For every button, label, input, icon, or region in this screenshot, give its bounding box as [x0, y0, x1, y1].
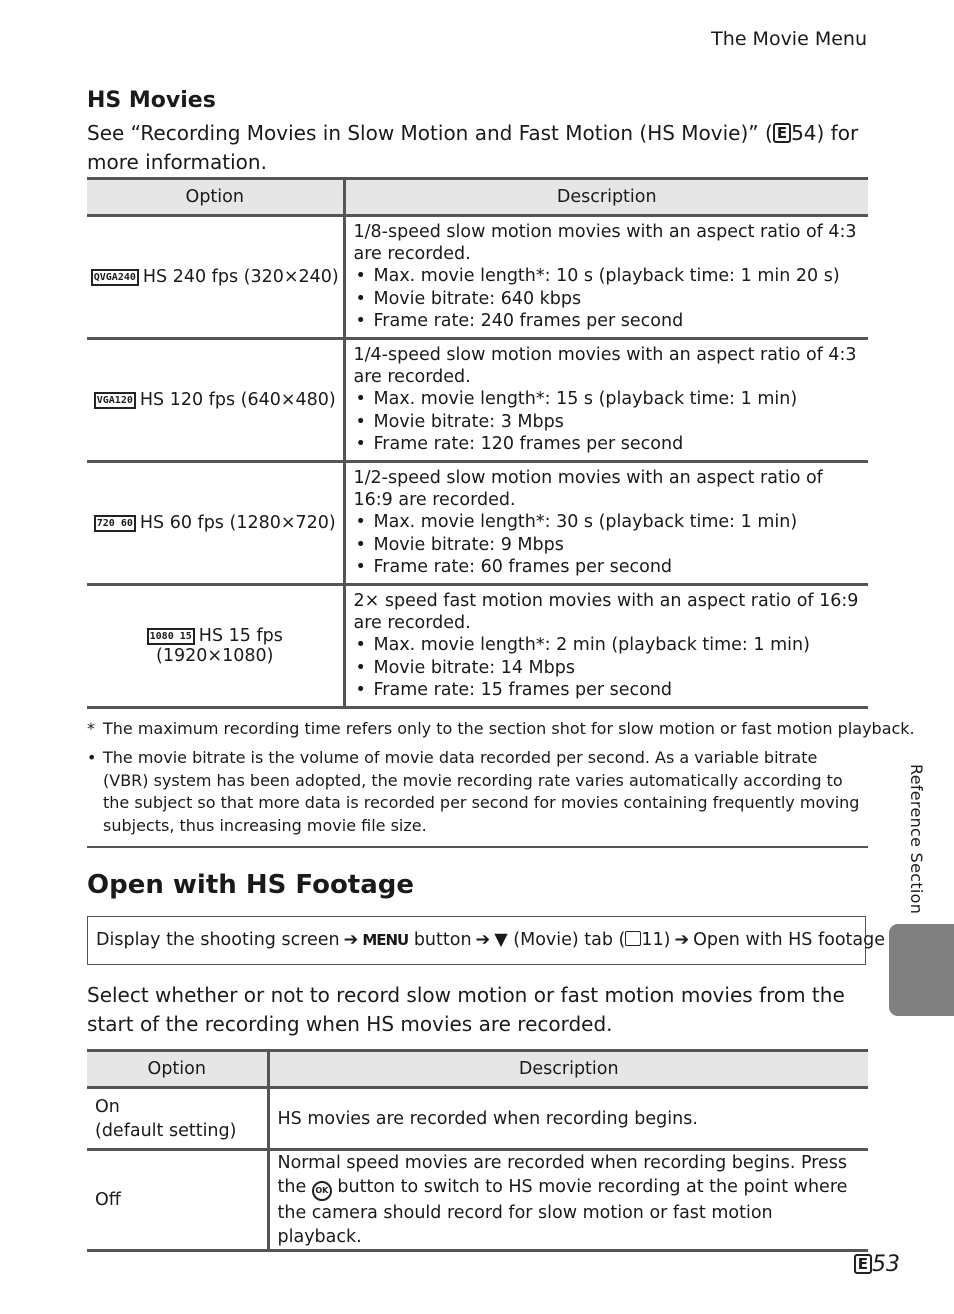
- arrow-icon: ➔: [674, 930, 690, 950]
- list-item: • Max. movie length*: 10 s (playback time: 1 min 20 s): [354, 265, 861, 288]
- table-row: [87, 339, 868, 462]
- nav-step-open-hs: Open with HS footage: [693, 930, 885, 950]
- page-number-value: 53: [872, 1252, 900, 1277]
- description-lead: 2× speed fast motion movies with an aspect ratio of 16:9 are recorded.: [353, 591, 859, 634]
- list-item: • Movie bitrate: 14 Mbps: [354, 657, 861, 680]
- option-label: HS 120 fps (640×480): [139, 390, 336, 410]
- table-row: [87, 462, 868, 585]
- description-lead: 1/8-speed slow motion movies with an aspect ratio of 4:3 are recorded.: [353, 222, 857, 265]
- description-cell: [344, 339, 868, 462]
- description-cell: [344, 462, 868, 585]
- description-lead: 1/4-speed slow motion movies with an aspect ratio of 4:3 are recorded.: [353, 345, 857, 388]
- hs-movies-table: [87, 177, 868, 709]
- description-text-before: Normal speed movies are recorded when recording begins. Press the: [277, 1153, 848, 1197]
- section-divider: [87, 846, 868, 848]
- table-row: [87, 585, 868, 708]
- description-lead: 1/2-speed slow motion movies with an aspect ratio of 16:9 are recorded.: [353, 468, 823, 511]
- option-cell: [87, 1150, 268, 1251]
- list-item: • Frame rate: 15 frames per second: [354, 679, 861, 702]
- menu-icon: MENU: [362, 931, 409, 949]
- description-cell: [344, 216, 868, 339]
- bullet-mark: •: [87, 748, 97, 767]
- intro-text-after: ) for more information.: [87, 121, 859, 174]
- list-item: • Max. movie length*: 2 min (playback time: 1 min): [354, 634, 861, 657]
- option-cell: [87, 1088, 268, 1150]
- intro-text-before: See “Recording Movies in Slow Motion and Fast Motion (HS Movie)” (: [87, 121, 773, 145]
- option-default-note: (default setting): [95, 1120, 237, 1141]
- reference-e-icon: E: [854, 1254, 872, 1274]
- option-cell: [87, 462, 344, 585]
- arrow-icon: ➔: [475, 930, 491, 950]
- open-hs-table: [87, 1049, 868, 1252]
- side-section-label: Reference Section: [907, 764, 926, 915]
- movie-camera-icon: ▼: [494, 930, 508, 950]
- footnote-text: The maximum recording time refers only to the section shot for slow motion or fast motion playback.: [103, 719, 915, 738]
- column-header-option: Option: [87, 179, 344, 216]
- option-label: HS 240 fps (320×240): [142, 267, 339, 287]
- column-header-description: Description: [268, 1051, 868, 1088]
- option-label: Off: [95, 1190, 121, 1210]
- option-cell: [87, 339, 344, 462]
- ok-button-icon: OK: [312, 1181, 332, 1201]
- nav-step-movie-tab: (Movie) tab (: [513, 930, 626, 950]
- bitrate-note-text: The movie bitrate is the volume of movie data recorded per second. As a variable bitrate (VBR) system has been adopted, the movie recording rate varies automatically according to the subject so that more data is recorded per second for movies containing frequently moving subjects, thus increasing movie file size.: [103, 748, 860, 835]
- table-row: [87, 1088, 868, 1150]
- hs-movies-intro: [87, 119, 867, 177]
- list-item: • Frame rate: 60 frames per second: [354, 556, 861, 579]
- book-reference-icon: [625, 931, 641, 946]
- option-label: HS 15 fps (1920×1080): [156, 626, 283, 666]
- list-item: • Max. movie length*: 15 s (playback time: 1 min): [354, 388, 861, 411]
- hs-movies-title: HS Movies: [87, 88, 216, 113]
- nav-ref-page: 11): [641, 930, 671, 950]
- nav-step-button: button: [413, 930, 472, 950]
- option-label: HS 60 fps (1280×720): [139, 513, 336, 533]
- option-cell: [87, 585, 344, 708]
- table-row: [87, 1150, 868, 1251]
- arrow-icon: ➔: [343, 930, 359, 950]
- list-item: • Movie bitrate: 3 Mbps: [354, 411, 861, 434]
- nav-step-shooting-screen: Display the shooting screen: [96, 930, 340, 950]
- list-item: • Movie bitrate: 9 Mbps: [354, 534, 861, 557]
- list-item: • Frame rate: 240 frames per second: [354, 310, 861, 333]
- column-header-description: Description: [344, 179, 868, 216]
- open-hs-title: Open with HS Footage: [87, 870, 415, 900]
- page-number: [854, 1252, 900, 1277]
- option-label: On: [95, 1096, 120, 1117]
- navigation-path: [87, 916, 885, 965]
- list-item: • Frame rate: 120 frames per second: [354, 433, 861, 456]
- table-row: [87, 216, 868, 339]
- option-cell: [87, 216, 344, 339]
- hs-240-fps-icon: QVGA240: [91, 269, 139, 286]
- hs-120-fps-icon: VGA120: [94, 392, 136, 409]
- description-cell: HS movies are recorded when recording begins.: [268, 1088, 868, 1150]
- description-cell: [268, 1150, 868, 1251]
- description-text-after: button to switch to HS movie recording at the point where the camera should record for slow motion or fast motion playback.: [277, 1177, 848, 1247]
- section-thumb-tab: [889, 924, 954, 1016]
- bitrate-note: [87, 747, 867, 837]
- hs-60-fps-icon: 720 60: [94, 515, 136, 532]
- reference-e-icon: E: [773, 123, 791, 143]
- intro-ref-page: 54: [791, 121, 817, 145]
- footnote-mark: *: [87, 719, 95, 738]
- list-item: • Movie bitrate: 640 kbps: [354, 288, 861, 311]
- description-cell: [344, 585, 868, 708]
- column-header-option: Option: [87, 1051, 268, 1088]
- hs-15-fps-icon: 1080 15: [147, 628, 195, 645]
- list-item: • Max. movie length*: 30 s (playback time: 1 min): [354, 511, 861, 534]
- section-header: The Movie Menu: [711, 28, 867, 50]
- open-hs-description: Select whether or not to record slow motion or fast motion movies from the start of the recording when HS movies are recorded.: [87, 983, 845, 1036]
